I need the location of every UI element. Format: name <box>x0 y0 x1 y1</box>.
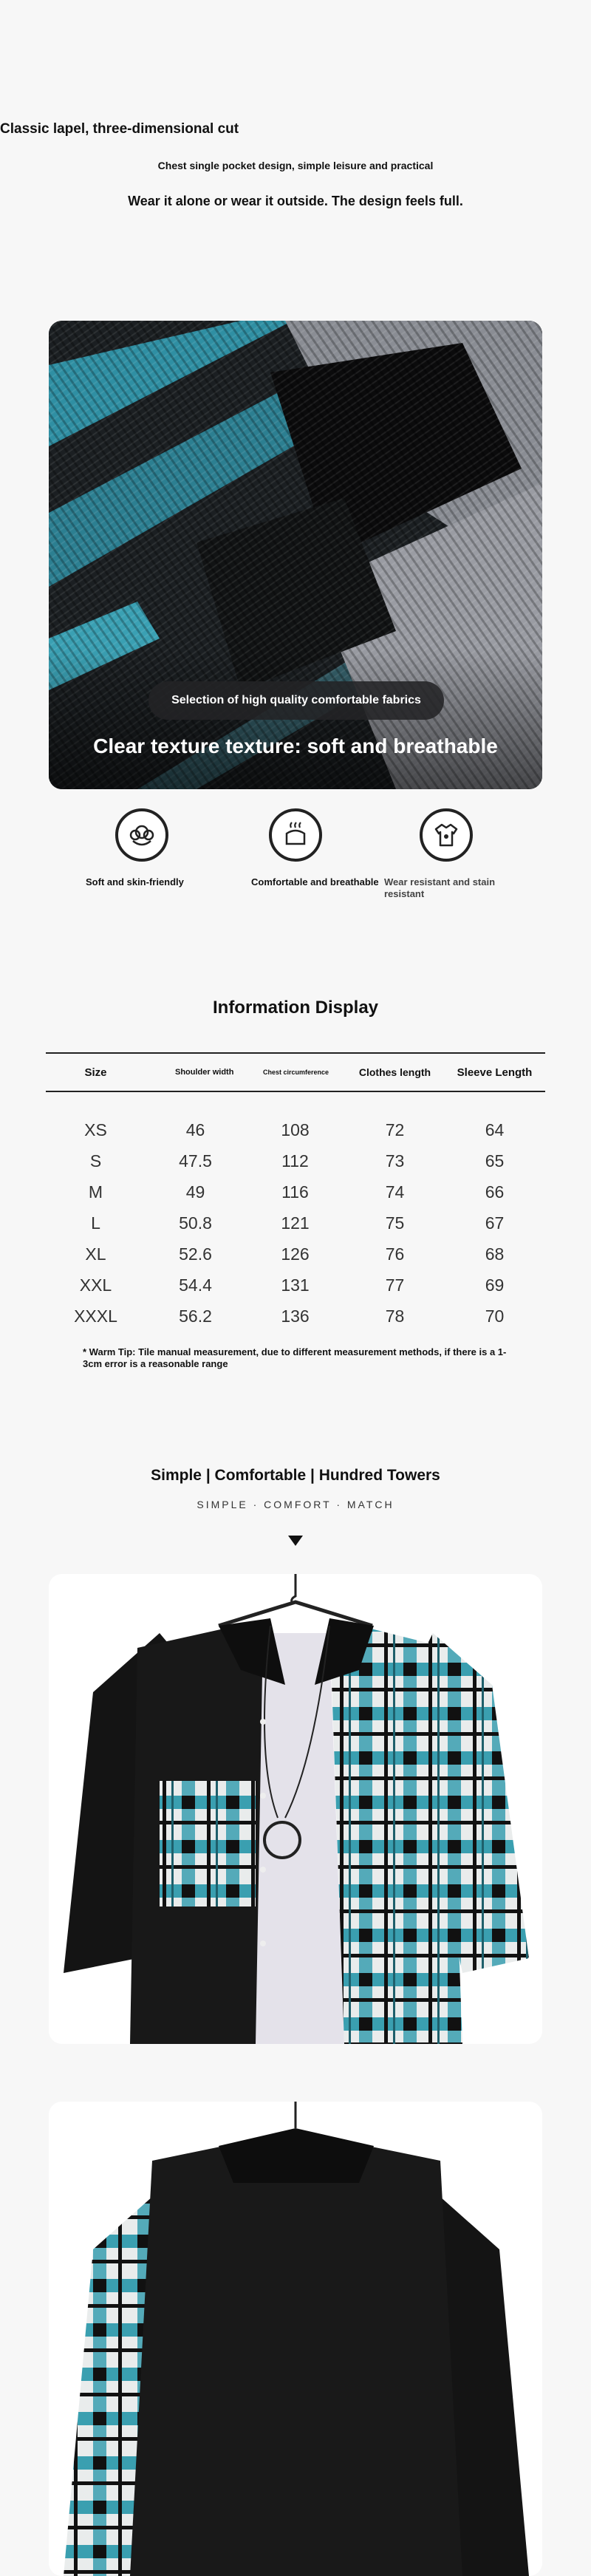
shirt-front-graphic <box>49 1574 542 2044</box>
banner-title: Simple | Comfortable | Hundred Towers <box>151 1467 440 1484</box>
feature-breathable <box>251 808 399 888</box>
cell: 54.4 <box>179 1275 212 1295</box>
cell: XXXL <box>74 1306 117 1326</box>
cell: 56.2 <box>179 1306 212 1326</box>
warm-tip: * Warm Tip: Tile manual measurement, due to different measurement methods, if there is a 1-3cm error is a reasonable range <box>83 1346 507 1369</box>
header-length: Clothes length <box>358 1066 431 1078</box>
intro-subtitle: Chest single pocket design, simple leisure and practical <box>157 160 434 171</box>
product-photo-back <box>49 2102 542 2576</box>
table-row <box>46 1238 545 1270</box>
cell: M <box>88 1182 103 1202</box>
cell: 108 <box>281 1120 310 1139</box>
table-row <box>46 1145 545 1176</box>
table-row <box>46 1114 545 1145</box>
cell: XXL <box>79 1275 112 1295</box>
cell: 49 <box>185 1182 205 1202</box>
cell: 66 <box>485 1182 505 1202</box>
cell: L <box>91 1213 100 1233</box>
banner-subtitle: SIMPLE · COMFORT · MATCH <box>197 1499 394 1510</box>
table-header-rule <box>46 1091 545 1092</box>
cell: 73 <box>385 1151 405 1171</box>
header-shoulder: Shoulder width <box>175 1068 234 1077</box>
table-row <box>46 1207 545 1238</box>
down-arrow-icon <box>288 1536 303 1546</box>
cell: 64 <box>485 1120 505 1139</box>
cell: 68 <box>485 1244 505 1264</box>
cell: 75 <box>385 1213 405 1233</box>
cotton-icon <box>115 808 168 862</box>
feature-label: Soft and skin-friendly <box>86 876 184 887</box>
header-chest: Chest circumference <box>263 1069 329 1076</box>
cell: 112 <box>281 1151 309 1171</box>
cell: XS <box>84 1120 107 1139</box>
table-header <box>46 1054 545 1091</box>
cell: 52.6 <box>179 1244 212 1264</box>
table-row <box>46 1270 545 1301</box>
cell: 131 <box>281 1275 310 1295</box>
shirt-back-graphic <box>49 2102 542 2576</box>
cell: 50.8 <box>179 1213 212 1233</box>
table-row <box>46 1176 545 1207</box>
cell: S <box>89 1151 102 1171</box>
feature-label: Wear resistant and stain resistant <box>384 876 496 899</box>
cell: 70 <box>485 1306 505 1326</box>
cell: 67 <box>485 1213 505 1233</box>
cell: 136 <box>281 1306 310 1326</box>
header-size: Size <box>84 1066 107 1079</box>
intro-tagline: Wear it alone or wear it outside. The design feels full. <box>128 194 463 208</box>
cell: XL <box>85 1244 106 1264</box>
feature-soft <box>86 808 233 888</box>
cell: 46 <box>185 1120 205 1139</box>
cell: 126 <box>281 1244 310 1264</box>
breathable-icon <box>269 808 322 862</box>
cell: 74 <box>385 1182 405 1202</box>
info-title: Information Display <box>212 998 379 1018</box>
cell: 47.5 <box>179 1151 212 1171</box>
product-photo-front <box>49 1574 542 2044</box>
feature-stain-resistant <box>384 808 532 900</box>
cell: 76 <box>385 1244 405 1264</box>
cell: 116 <box>281 1182 309 1202</box>
cell: 69 <box>485 1275 505 1295</box>
feature-label: Comfortable and breathable <box>251 876 379 887</box>
fabric-headline: Clear texture texture: soft and breathable <box>93 735 498 757</box>
cell: 121 <box>281 1213 310 1233</box>
cell: 77 <box>385 1275 405 1295</box>
table-body <box>46 1114 545 1332</box>
header-sleeve: Sleeve Length <box>457 1066 533 1079</box>
intro-title: Classic lapel, three-dimensional cut <box>0 121 239 137</box>
size-table <box>46 1052 545 1332</box>
fabric-closeup-image <box>49 321 542 789</box>
stain-resistant-icon <box>420 808 473 862</box>
fabric-pill-label: Selection of high quality comfortable fabrics <box>148 681 444 720</box>
cell: 78 <box>385 1306 405 1326</box>
table-row <box>46 1301 545 1332</box>
cell: 72 <box>385 1120 405 1139</box>
cell: 65 <box>485 1151 505 1171</box>
